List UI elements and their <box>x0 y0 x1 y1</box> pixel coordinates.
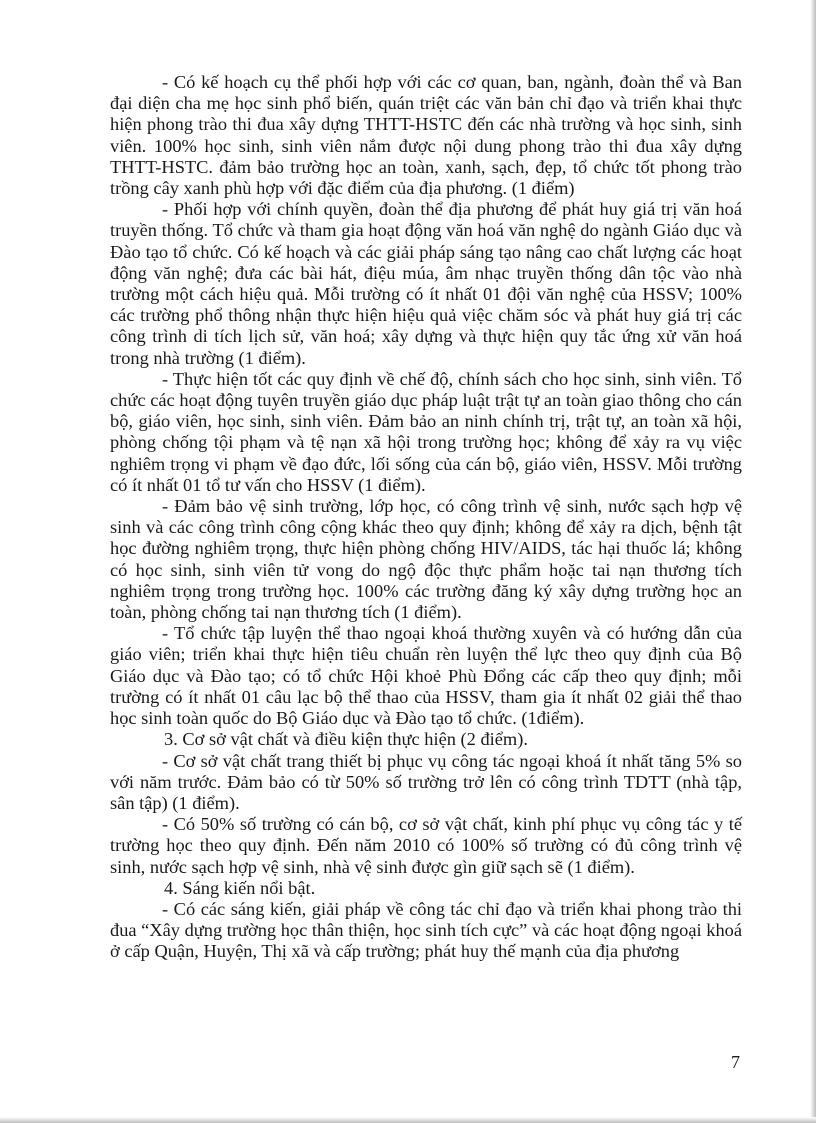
paragraph-facilities-equipment: - Cơ sở vật chất trang thiết bị phục vụ công tác ngoại khoá ít nhất tăng 5% so với năm trước. Đảm bảo có từ 50% số trường trở lên có công trình TDTT (nhà tập, sân tập) (1 điểm). <box>110 750 742 813</box>
paragraph-initiatives: - Có các sáng kiến, giải pháp về công tác chỉ đạo và triển khai phong trào thi đua “Xây dựng trường học thân thiện, học sinh tích cực” và các hoạt động ngoại khoá ở cấp Quận, Huyện, Thị xã và cấp trường; phát huy thế mạnh của địa phương <box>110 898 742 962</box>
section-heading-initiatives: 4. Sáng kiến nổi bật. <box>164 877 316 898</box>
paragraph-coordination-plan: - Có kế hoạch cụ thể phối hợp với các cơ quan, ban, ngành, đoàn thể và Ban đại diện cha mẹ học sinh phổ biến, quán triệt các văn bản chỉ đạo và triển khai thực hiện phong trào thi đua xây dựng THTT-HSTC đến các nhà trường và học sinh, sinh viên. 100% học sinh, sinh viên nắm được nội dung phong trào thi đua xây dựng THTT-HSTC. đảm bảo trường học an toàn, xanh, sạch, đẹp, tổ chức tốt phong trào trồng cây xanh phù hợp với đặc điểm của địa phương. (1 điểm) <box>110 72 742 199</box>
paragraph-cultural-values: - Phối hợp với chính quyền, đoàn thể địa phương để phát huy giá trị văn hoá truyền thống. Tổ chức và tham gia hoạt động văn hoá văn nghệ do ngành Giáo dục và Đào tạo tổ chức. Có kế hoạch và các giải pháp sáng tạo nâng cao chất lượng các hoạt động văn nghệ; đưa các bài hát, điệu múa, âm nhạc truyền thống dân tộc vào nhà trường một cách hiệu quả. Mỗi trường có ít nhất 01 đội văn nghệ của HSSV; 100% các trường phổ thông nhận thực hiện hiệu quả việc chăm sóc và phát huy giá trị các công trình di tích lịch sử, văn hoá; xây dựng và thực hiện quy tắc ứng xử văn hoá trong nhà trường (1 điểm). <box>110 199 742 368</box>
page-body <box>110 72 742 963</box>
page-shadow-bottom <box>0 1117 816 1123</box>
paragraph-school-hygiene: - Đảm bảo vệ sinh trường, lớp học, có công trình vệ sinh, nước sạch hợp vệ sinh và các công trình công cộng khác theo quy định; không để xảy ra dịch, bệnh tật học đường nghiêm trọng, thực hiện phòng chống HIV/AIDS, tác hại thuốc lá; không có học sinh, sinh viên tử vong do ngộ độc thực phẩm hoặc tai nạn thương tích nghiêm trọng trong trường học. 100% các trường đăng ký xây dựng trường học an toàn, phòng chống tai nạn thương tích (1 điểm). <box>110 496 742 623</box>
page-number: 7 <box>731 1052 740 1072</box>
page-shadow-right <box>810 0 816 1123</box>
paragraph-sports-training: - Tổ chức tập luyện thể thao ngoại khoá thường xuyên và có hướng dẫn của giáo viên; triển khai thực hiện tiêu chuẩn rèn luyện thể lực theo quy định của Bộ Giáo dục và Đào tạo; có tổ chức Hội khoẻ Phù Đổng các cấp theo quy định; mỗi trường có ít nhất 01 câu lạc bộ thể thao của HSSV, tham gia ít nhất 02 giải thể thao học sinh toàn quốc do Bộ Giáo dục và Đào tạo tổ chức. (1điểm). <box>110 623 742 729</box>
paragraph-student-policy: - Thực hiện tốt các quy định về chế độ, chính sách cho học sinh, sinh viên. Tổ chức các hoạt động tuyên truyền giáo dục pháp luật trật tự an toàn giao thông cho cán bộ, giáo viên, học sinh, sinh viên. Đảm bảo an ninh chính trị, trật tự, an toàn xã hội, phòng chống tội phạm và tệ nạn xã hội trong trường học; không để xảy ra vụ việc nghiêm trọng vi phạm về đạo đức, lối sống của cán bộ, giáo viên, HSSV. Mỗi trường có ít nhất 01 tổ tư vấn cho HSSV (1 điểm). <box>110 368 742 495</box>
paragraph-health-staff: - Có 50% số trường có cán bộ, cơ sở vật chất, kinh phí phục vụ công tác y tế trường học theo quy định. Đến năm 2010 có 100% số trường có đủ công trình vệ sinh, nước sạch hợp vệ sinh, nhà vệ sinh được gìn giữ sạch sẽ (1 điểm). <box>110 814 742 877</box>
section-heading-facilities: 3. Cơ sở vật chất và điều kiện thực hiện (2 điểm). <box>164 729 528 750</box>
